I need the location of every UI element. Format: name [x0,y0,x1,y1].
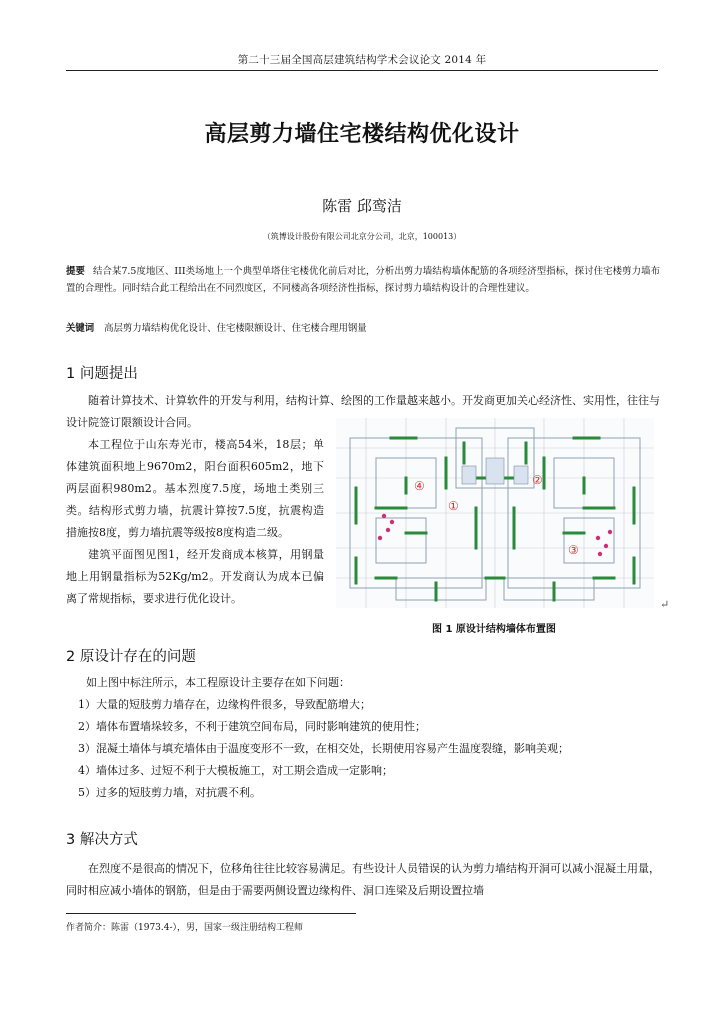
figure-caption: 图 1 原设计结构墙体布置图 [432,624,556,635]
section3-heading: 3 解决方式 [66,832,138,848]
return-mark: ↵ [660,598,670,611]
section2-heading: 2 原设计存在的问题 [66,649,196,665]
paper-affiliation: （筑博设计股份有限公司北京分公司，北京，100013） [262,232,462,241]
issue-item: 5）过多的短肢剪力墙，对抗震不利。 [78,786,261,799]
issue-item: 1）大量的短肢剪力墙存在，边缘构件很多，导致配筋增大； [78,698,371,711]
section3-paragraph-1: 在烈度不是很高的情况下，位移角往往比较容易满足。有些设计人员错误的认为剪力墙结构开洞可以减小混凝土用量，同时相应减小墙体的钢筋，但是由于需要两侧设置边缘构件、洞口连梁及后期设置拉墙 [66,862,660,897]
footnote-rule [66,913,356,914]
author-footnote: 作者简介：陈雷（1973.4-），男，国家一级注册结构工程师 [66,923,304,933]
header-rule [66,70,658,71]
abstract-label: 提要 [66,266,85,277]
floor-plan-figure [336,418,654,608]
keywords-label: 关键词 [66,323,95,334]
running-header: 第二十三届全国高层建筑结构学术会议论文 2014 年 [237,54,487,66]
abstract-text: 结合某7.5度地区、III类场地上一个典型单塔住宅楼优化前后对比，分析出剪力墙结构墙体配筋的各项经济型指标，探讨住宅楼剪力墙布置的合理性。同时结合此工程给出在不同烈度区，不同楼高各项经济性指标，探讨剪力墙结构设计的合理性建议。 [66,266,660,294]
section1-wrapped-text [66,434,324,610]
keywords [66,320,660,334]
section1-heading: 1 问题提出 [66,366,138,382]
section1-paragraph-2: 本工程位于山东寿光市，楼高54米，18层；单体建筑面积地上9670m2，阳台面积605m2，地下两层面积980m2。基本烈度7.5度，场地土类别三类。结构形式剪力墙，抗震计算按7.5度，抗震构造措施按8度，剪力墙抗震等级按8度构造二级。 [66,438,324,539]
section2-issue-list [78,694,664,804]
section1-paragraph-1: 随着计算技术、计算软件的开发与利用，结构计算、绘图的工作量越来越小。开发商更加关心经济性、实用性，往往与设计院签订限额设计合同。 [66,394,660,429]
figure-marker-2: ② [532,473,543,487]
section1-paragraph-3: 建筑平面图见图1，经开发商成本核算，用钢量地上用钢量指标为52Kg/m2。开发商认为成本已偏离了常规指标，要求进行优化设计。 [66,548,324,605]
issue-item: 3）混凝土墙体与填充墙体由于温度变形不一致，在相交处，长期使用容易产生温度裂缝，影响美观； [78,742,569,755]
section3-body [66,858,660,902]
figure-marker-3: ③ [568,543,579,557]
figure-marker-4: ④ [414,479,425,493]
abstract [66,263,660,297]
keywords-text: 高层剪力墙结构优化设计、住宅楼限额设计、住宅楼合理用钢量 [104,323,367,334]
issue-item: 4）墙体过多、过短不利于大模板施工，对工期会造成一定影响； [78,764,393,777]
figure-marker-1: ① [448,499,459,513]
paper-title: 高层剪力墙住宅楼结构优化设计 [204,122,520,147]
section2-intro: 如上图中标注所示，本工程原设计主要存在如下问题： [86,676,350,689]
paper-authors: 陈雷 邱鸾洁 [322,197,402,215]
issue-item: 2）墙体布置墙垛较多，不利于建筑空间布局，同时影响建筑的使用性； [78,720,426,733]
